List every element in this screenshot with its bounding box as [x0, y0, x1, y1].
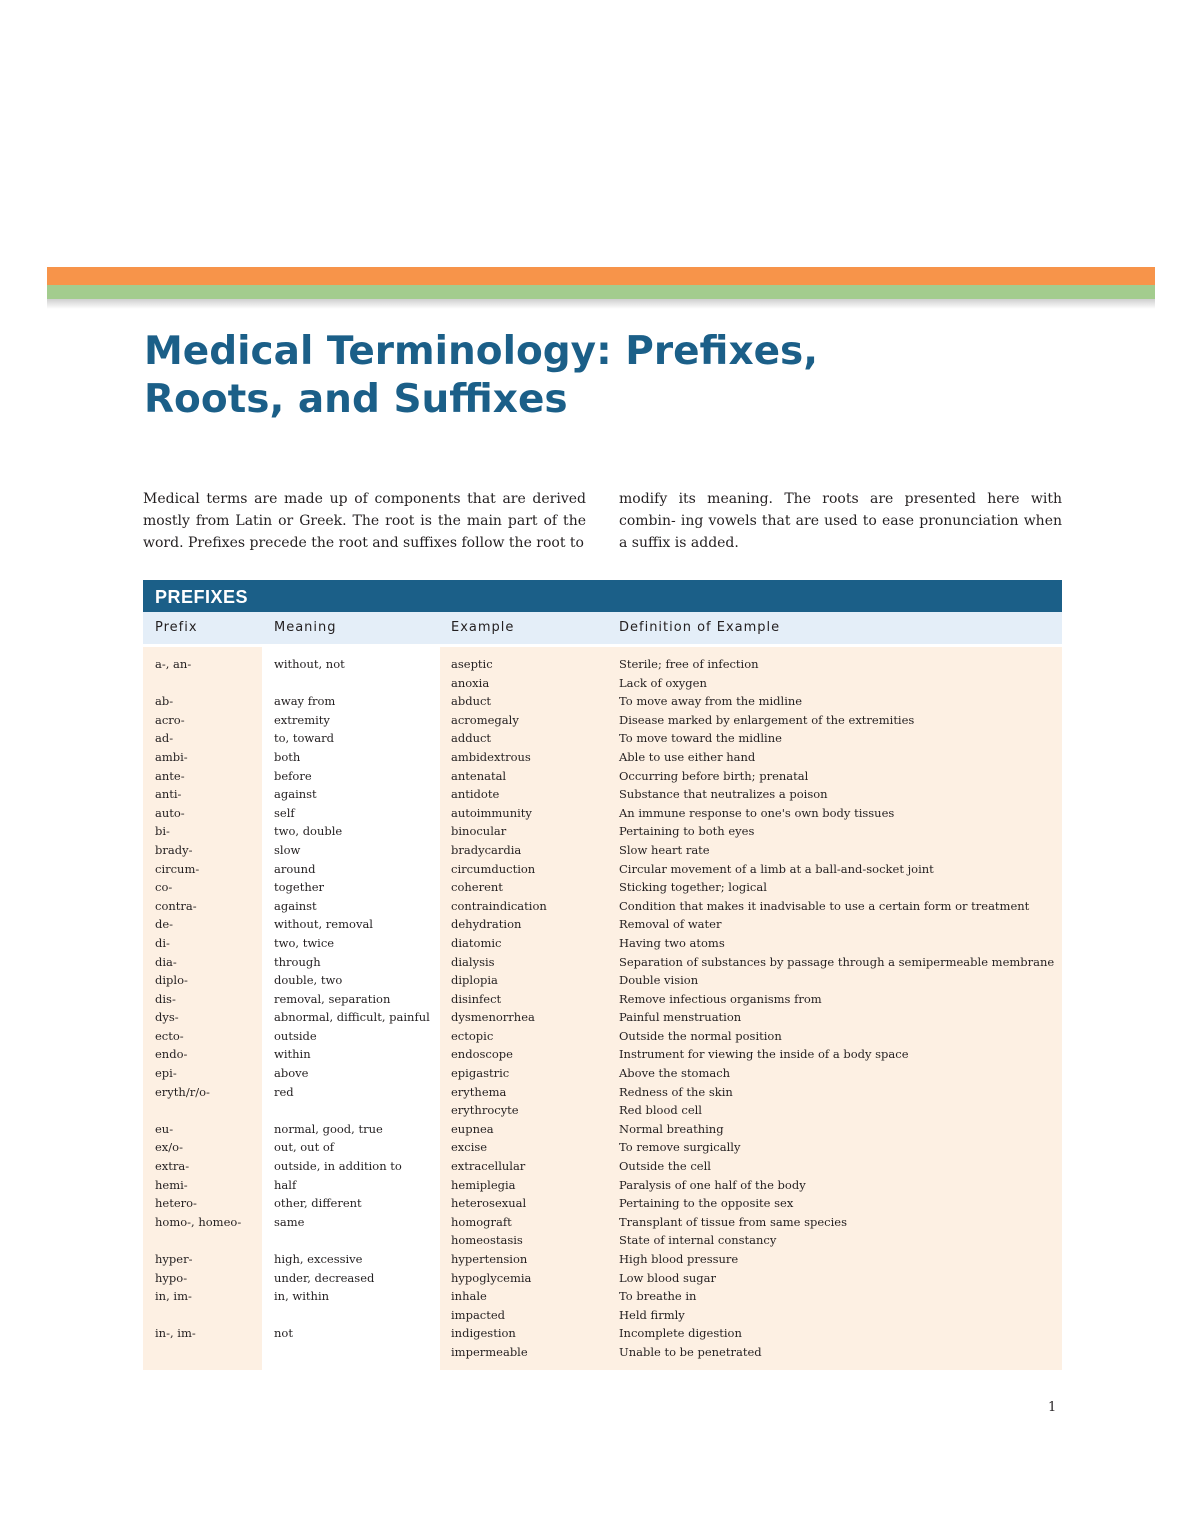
- definition-cell: To remove surgically: [619, 1140, 741, 1155]
- example-cell: hypertension: [451, 1252, 528, 1266]
- prefix-cell: homo-, homeo-: [155, 1214, 242, 1229]
- example-cell: disinfect: [451, 991, 502, 1006]
- prefix-cell: de-: [155, 917, 174, 932]
- prefix-cell: eryth/r/o-: [155, 1084, 210, 1099]
- prefix-cell: diplo-: [155, 973, 188, 988]
- table-row: [143, 915, 1062, 934]
- meaning-cell: two, twice: [274, 935, 335, 950]
- prefix-cell: co-: [155, 880, 173, 895]
- definition-cell: Circular movement of a limb at a ball-and-socket joint: [619, 861, 934, 876]
- example-cell: aseptic: [451, 657, 493, 671]
- table-row: [143, 692, 1062, 711]
- prefix-cell: in-, im-: [155, 1326, 196, 1341]
- meaning-cell: outside: [274, 1028, 317, 1043]
- table-row: [143, 711, 1062, 730]
- meaning-cell: against: [274, 787, 317, 802]
- top-band-shadow: [47, 299, 1155, 309]
- definition-cell: To move toward the midline: [619, 731, 782, 746]
- meaning-cell: removal, separation: [274, 991, 391, 1006]
- meaning-cell: self: [274, 805, 295, 820]
- prefix-cell: endo-: [155, 1047, 188, 1062]
- prefix-cell: ex/o-: [155, 1140, 183, 1155]
- prefixes-table: [143, 580, 1062, 1370]
- prefix-cell: dis-: [155, 991, 176, 1006]
- table-row: [143, 897, 1062, 916]
- prefix-cell: ad-: [155, 731, 174, 746]
- definition-cell: Substance that neutralizes a poison: [619, 787, 828, 802]
- meaning-cell: outside, in addition to: [274, 1159, 402, 1174]
- definition-cell: Sterile; free of infection: [619, 657, 759, 671]
- table-row: [143, 1343, 1062, 1362]
- example-cell: dysmenorrhea: [451, 1010, 535, 1025]
- example-cell: impermeable: [451, 1344, 528, 1359]
- example-cell: bradycardia: [451, 842, 522, 857]
- table-row: [143, 860, 1062, 879]
- meaning-cell: half: [274, 1177, 297, 1192]
- table-body: [143, 647, 1062, 1370]
- definition-cell: Held firmly: [619, 1307, 685, 1322]
- table-row: [143, 1231, 1062, 1250]
- title-line-2: Roots, and Suffixes: [144, 377, 568, 422]
- definition-cell: An immune response to one's own body tissues: [619, 805, 895, 820]
- table-rows: [143, 655, 1062, 1362]
- meaning-cell: through: [274, 954, 321, 969]
- prefix-cell: di-: [155, 935, 170, 950]
- page-number: 1: [1048, 1400, 1057, 1415]
- table-row: [143, 1194, 1062, 1213]
- table-row: [143, 804, 1062, 823]
- prefix-cell: epi-: [155, 1066, 177, 1081]
- prefix-cell: acro-: [155, 712, 185, 727]
- example-cell: acromegaly: [451, 712, 519, 727]
- definition-cell: Outside the normal position: [619, 1028, 782, 1043]
- prefix-cell: hypo-: [155, 1270, 188, 1285]
- example-cell: ambidextrous: [451, 749, 531, 764]
- example-cell: endoscope: [451, 1047, 513, 1062]
- table-row: [143, 767, 1062, 786]
- definition-cell: Red blood cell: [619, 1103, 702, 1118]
- meaning-cell: both: [274, 749, 301, 764]
- example-cell: inhale: [451, 1289, 487, 1304]
- example-cell: diplopia: [451, 973, 498, 988]
- example-cell: heterosexual: [451, 1196, 527, 1211]
- example-cell: autoimmunity: [451, 805, 532, 820]
- example-cell: antenatal: [451, 768, 507, 783]
- title-line-1: Medical Terminology: Prefixes,: [144, 329, 819, 374]
- table-row: [143, 655, 1062, 674]
- definition-cell: Instrument for viewing the inside of a body space: [619, 1047, 909, 1062]
- example-cell: diatomic: [451, 935, 502, 950]
- meaning-cell: extremity: [274, 712, 330, 727]
- meaning-cell: abnormal, difficult, painful: [274, 1010, 430, 1025]
- prefix-cell: circum-: [155, 861, 200, 876]
- prefix-cell: anti-: [155, 787, 182, 802]
- example-cell: eupnea: [451, 1121, 494, 1136]
- table-row: [143, 953, 1062, 972]
- prefix-cell: contra-: [155, 898, 197, 913]
- definition-cell: Paralysis of one half of the body: [619, 1177, 806, 1192]
- definition-cell: Lack of oxygen: [619, 675, 707, 690]
- definition-cell: Having two atoms: [619, 935, 725, 950]
- prefix-cell: bi-: [155, 824, 170, 839]
- definition-cell: Removal of water: [619, 917, 722, 932]
- definition-cell: Redness of the skin: [619, 1084, 733, 1099]
- table-row: [143, 674, 1062, 693]
- table-row: [143, 1306, 1062, 1325]
- table-row: [143, 1027, 1062, 1046]
- meaning-cell: without, not: [274, 657, 345, 671]
- column-header-definition: Definition of Example: [619, 620, 781, 635]
- definition-cell: To move away from the midline: [619, 694, 803, 709]
- prefix-cell: ab-: [155, 694, 174, 709]
- table-title: PREFIXES: [143, 580, 1062, 612]
- table-row: [143, 1008, 1062, 1027]
- table-row: [143, 1157, 1062, 1176]
- example-cell: homograft: [451, 1214, 512, 1229]
- prefix-cell: ambi-: [155, 749, 188, 764]
- definition-cell: Above the stomach: [619, 1066, 731, 1081]
- meaning-cell: high, excessive: [274, 1252, 363, 1266]
- intro-paragraph-right: modify its meaning. The roots are presented here with combin- ing vowels that are used to ease pronunciation when a suffix is added.: [619, 491, 1062, 551]
- prefix-cell: dia-: [155, 954, 177, 969]
- column-header-example: Example: [451, 620, 515, 635]
- example-cell: hemiplegia: [451, 1177, 516, 1192]
- example-cell: erythema: [451, 1084, 507, 1099]
- table-row: [143, 748, 1062, 767]
- table-row: [143, 1213, 1062, 1232]
- meaning-cell: within: [274, 1047, 311, 1062]
- example-cell: binocular: [451, 824, 507, 839]
- example-cell: homeostasis: [451, 1233, 523, 1248]
- intro-paragraph-left: Medical terms are made up of components that are derived mostly from Latin or Greek. The root is the main part of the word. Prefixes precede the root and suffixes follow the root to: [143, 491, 586, 551]
- meaning-cell: red: [274, 1084, 294, 1099]
- definition-cell: Occurring before birth; prenatal: [619, 768, 809, 783]
- example-cell: excise: [451, 1140, 488, 1155]
- prefix-cell: brady-: [155, 842, 193, 857]
- example-cell: antidote: [451, 787, 500, 802]
- prefix-cell: ecto-: [155, 1028, 184, 1043]
- meaning-cell: in, within: [274, 1289, 330, 1304]
- prefix-cell: eu-: [155, 1121, 174, 1136]
- example-cell: contraindication: [451, 898, 547, 913]
- meaning-cell: against: [274, 898, 317, 913]
- table-row: [143, 934, 1062, 953]
- table-row: [143, 1083, 1062, 1102]
- prefix-cell: hemi-: [155, 1177, 188, 1192]
- definition-cell: Separation of substances by passage through a semipermeable membrane: [619, 954, 1055, 969]
- table-row: [143, 729, 1062, 748]
- table-row: [143, 1269, 1062, 1288]
- definition-cell: Transplant of tissue from same species: [619, 1214, 847, 1229]
- table-row: [143, 1138, 1062, 1157]
- prefix-cell: in, im-: [155, 1289, 192, 1304]
- definition-cell: State of internal constancy: [619, 1233, 777, 1248]
- table-row: [143, 841, 1062, 860]
- page-title: [144, 328, 1044, 424]
- definition-cell: Pertaining to the opposite sex: [619, 1196, 794, 1211]
- table-row: [143, 1324, 1062, 1343]
- definition-cell: Slow heart rate: [619, 842, 710, 857]
- table-row: [143, 822, 1062, 841]
- example-cell: extracellular: [451, 1159, 526, 1174]
- definition-cell: Disease marked by enlargement of the extremities: [619, 712, 915, 727]
- table-row: [143, 1176, 1062, 1195]
- example-cell: anoxia: [451, 675, 490, 690]
- meaning-cell: out, out of: [274, 1140, 335, 1155]
- definition-cell: Remove infectious organisms from: [619, 991, 822, 1006]
- meaning-cell: double, two: [274, 973, 343, 988]
- meaning-cell: away from: [274, 694, 336, 709]
- definition-cell: High blood pressure: [619, 1252, 739, 1266]
- column-header-prefix: Prefix: [155, 620, 198, 635]
- example-cell: epigastric: [451, 1066, 510, 1081]
- table-row: [143, 1101, 1062, 1120]
- meaning-cell: normal, good, true: [274, 1121, 383, 1136]
- table-row: [143, 990, 1062, 1009]
- prefix-cell: extra-: [155, 1159, 190, 1174]
- example-cell: indigestion: [451, 1326, 516, 1341]
- top-band-green: [47, 285, 1155, 299]
- meaning-cell: before: [274, 768, 312, 783]
- example-cell: adduct: [451, 731, 492, 746]
- prefix-cell: a-, an-: [155, 657, 192, 671]
- example-cell: dialysis: [451, 954, 495, 969]
- example-cell: ectopic: [451, 1028, 494, 1043]
- definition-cell: Condition that makes it inadvisable to use a certain form or treatment: [619, 898, 1030, 913]
- table-row: [143, 971, 1062, 990]
- prefix-cell: ante-: [155, 768, 185, 783]
- column-headers: [143, 612, 1062, 644]
- meaning-cell: under, decreased: [274, 1270, 375, 1285]
- prefix-cell: dys-: [155, 1010, 179, 1025]
- definition-cell: Unable to be penetrated: [619, 1344, 762, 1359]
- example-cell: dehydration: [451, 917, 522, 932]
- meaning-cell: without, removal: [274, 917, 373, 932]
- definition-cell: Low blood sugar: [619, 1270, 716, 1285]
- definition-cell: Painful menstruation: [619, 1010, 742, 1025]
- definition-cell: Incomplete digestion: [619, 1326, 742, 1341]
- definition-cell: Pertaining to both eyes: [619, 824, 755, 839]
- prefix-cell: auto-: [155, 805, 185, 820]
- table-row: [143, 1287, 1062, 1306]
- table-row: [143, 1120, 1062, 1139]
- example-cell: abduct: [451, 694, 492, 709]
- example-cell: coherent: [451, 880, 503, 895]
- definition-cell: Normal breathing: [619, 1121, 724, 1136]
- definition-cell: Sticking together; logical: [619, 880, 767, 895]
- definition-cell: Able to use either hand: [619, 749, 756, 764]
- top-band-orange: [47, 267, 1155, 285]
- example-cell: impacted: [451, 1307, 506, 1322]
- table-row: [143, 1250, 1062, 1269]
- meaning-cell: not: [274, 1326, 293, 1341]
- meaning-cell: together: [274, 880, 325, 895]
- example-cell: erythrocyte: [451, 1103, 519, 1118]
- meaning-cell: other, different: [274, 1196, 362, 1211]
- table-row: [143, 878, 1062, 897]
- meaning-cell: above: [274, 1066, 309, 1081]
- table-row: [143, 785, 1062, 804]
- definition-cell: Double vision: [619, 973, 699, 988]
- example-cell: hypoglycemia: [451, 1270, 532, 1285]
- definition-cell: To breathe in: [619, 1289, 697, 1304]
- column-header-meaning: Meaning: [274, 620, 337, 635]
- meaning-cell: same: [274, 1214, 305, 1229]
- table-row: [143, 1064, 1062, 1083]
- definition-cell: Outside the cell: [619, 1159, 711, 1174]
- table-row: [143, 1045, 1062, 1064]
- prefix-cell: hetero-: [155, 1196, 197, 1211]
- prefix-cell: hyper-: [155, 1252, 193, 1266]
- meaning-cell: slow: [274, 842, 301, 857]
- example-cell: circumduction: [451, 861, 536, 876]
- meaning-cell: to, toward: [274, 731, 334, 746]
- meaning-cell: two, double: [274, 824, 343, 839]
- meaning-cell: around: [274, 861, 316, 876]
